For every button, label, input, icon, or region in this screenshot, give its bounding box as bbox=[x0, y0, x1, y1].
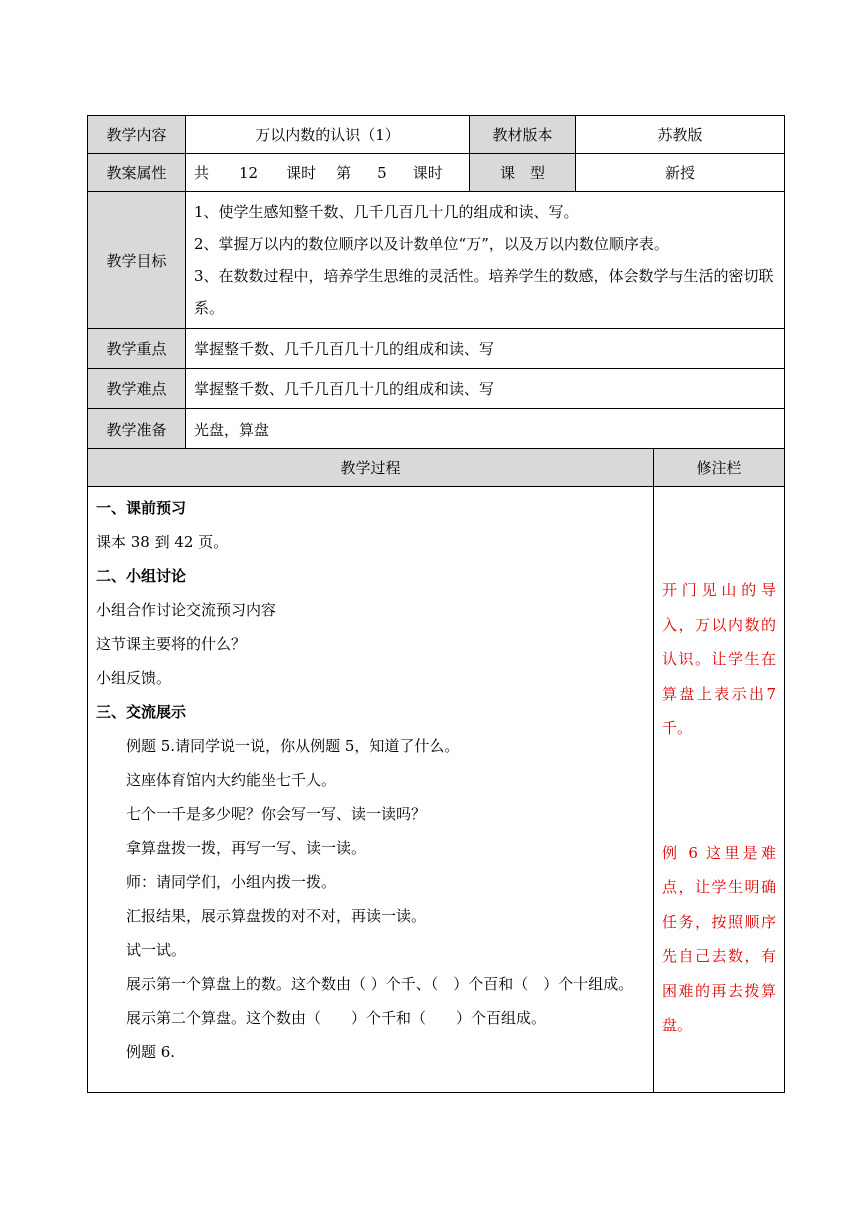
process-table bbox=[87, 448, 785, 1093]
process-line: 这座体育馆内大约能坐七千人。 bbox=[126, 771, 337, 789]
goal-item: 1、使学生感知整千数、几千几百几十几的组成和读、写。 bbox=[194, 203, 579, 221]
teacher-note: 例 6 这里是难点，让学生明确任务，按照顺序先自己去数，有困难的再去拨算盘。 bbox=[662, 843, 776, 1034]
process-line: 师：请同学们，小组内拨一拨。 bbox=[126, 873, 337, 891]
process-line: 小组合作讨论交流预习内容 bbox=[96, 601, 277, 619]
attr-mid: 第 bbox=[336, 164, 352, 182]
process-line: 这节课主要将的什么？ bbox=[96, 635, 247, 653]
attr-index: 5 bbox=[377, 164, 387, 182]
process-line: 七个一千是多少呢？你会写一写、读一读吗？ bbox=[126, 805, 427, 823]
section-heading: 三、交流展示 bbox=[96, 703, 187, 721]
process-line: 展示第二个算盘。这个数由（ ）个千和（ ）个百组成。 bbox=[126, 1009, 547, 1027]
goal-list bbox=[186, 192, 785, 329]
process-line: 课本 38 到 42 页。 bbox=[96, 533, 229, 551]
notes-header: 修注栏 bbox=[654, 449, 785, 487]
attr-value bbox=[186, 154, 470, 192]
process-line: 拿算盘拨一拨，再写一写、读一读。 bbox=[126, 839, 367, 857]
type-value: 新授 bbox=[576, 154, 785, 192]
difficult-label: 教学难点 bbox=[88, 369, 186, 409]
process-line: 试一试。 bbox=[126, 941, 187, 959]
type-label: 课 型 bbox=[470, 154, 576, 192]
edition-value: 苏教版 bbox=[576, 116, 785, 154]
process-content bbox=[88, 487, 654, 1093]
teacher-note: 开门见山的导入，万以内数的认识。让学生在算盘上表示出7千。 bbox=[662, 581, 776, 737]
process-line: 例题 5.请同学说一说，你从例题 5，知道了什么。 bbox=[126, 737, 460, 755]
content-label: 教学内容 bbox=[88, 116, 186, 154]
edition-label: 教材版本 bbox=[470, 116, 576, 154]
prep-value: 光盘，算盘 bbox=[186, 409, 785, 450]
process-line: 例题 6. bbox=[126, 1043, 176, 1061]
key-label: 教学重点 bbox=[88, 329, 186, 369]
content-value: 万以内数的认识（1） bbox=[186, 116, 470, 154]
process-line: 汇报结果，展示算盘拨的对不对，再读一读。 bbox=[126, 907, 427, 925]
notes-content bbox=[654, 487, 785, 1093]
key-value: 掌握整千数、几千几百几十几的组成和读、写 bbox=[186, 329, 785, 369]
process-header: 教学过程 bbox=[88, 449, 654, 487]
goal-label: 教学目标 bbox=[88, 192, 186, 329]
difficult-value: 掌握整千数、几千几百几十几的组成和读、写 bbox=[186, 369, 785, 409]
goal-item: 2、掌握万以内的数位顺序以及计数单位“万”，以及万以内数位顺序表。 bbox=[194, 235, 669, 253]
attr-label: 教案属性 bbox=[88, 154, 186, 192]
attr-unit2: 课时 bbox=[412, 164, 443, 182]
section-heading: 二、小组讨论 bbox=[96, 567, 187, 585]
goal-item: 3、在数数过程中，培养学生思维的灵活性。培养学生的数感，体会数学与生活的密切联系。 bbox=[194, 267, 774, 317]
lesson-info-table bbox=[87, 115, 785, 450]
attr-prefix: 共 bbox=[194, 164, 210, 182]
section-heading: 一、课前预习 bbox=[96, 499, 187, 517]
process-line: 小组反馈。 bbox=[96, 669, 172, 687]
attr-total: 12 bbox=[239, 164, 259, 182]
process-line: 展示第一个算盘上的数。这个数由（ ）个千、（ ）个百和（ ）个十组成。 bbox=[126, 975, 634, 993]
attr-unit1: 课时 bbox=[286, 164, 317, 182]
prep-label: 教学准备 bbox=[88, 409, 186, 450]
